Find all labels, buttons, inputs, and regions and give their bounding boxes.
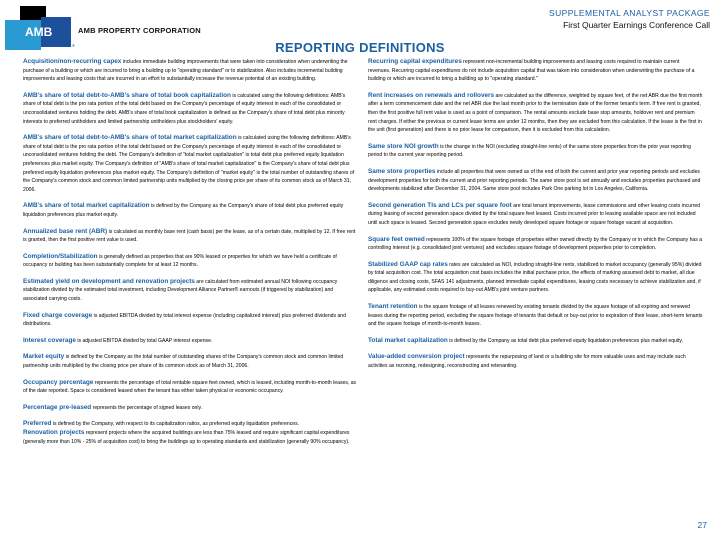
definition xyxy=(23,429,358,446)
definition xyxy=(368,353,703,370)
definition-term: Percentage pre-leased xyxy=(23,403,92,411)
definition-text: represent projects where the acquired buildings are less than 75% leased and require significant capital expenditures (generally more than 10% - 25% of acquisition cost) to bring the buildings up to operating standards and stabilization (generally 90% occupancy). xyxy=(23,430,350,445)
definition xyxy=(23,420,358,429)
definition-term: Fixed charge coverage xyxy=(23,311,93,319)
definition-text: is defined by the Company as the Company's share of total debt plus preferred equity liquidation preferences plus market equity. xyxy=(23,203,344,218)
definition-text: represent non-incremental building improvements and leasing costs required to maintain current revenues. Recurring capital expenditures do not include acquisition capital that was taken into consideration when underwriting the purchase of a building or which are incurred to bring a building up to "operating standard." xyxy=(368,59,695,83)
definition-text: is calculated using the following definitions: AMB's share of total debt is the pro rata portion of the total debt based on the Company's percentage of equity interest in each of the consolidated or unconsolidated ventures holding the debt. AMB's share of total book capitalization is defined as the Company's share of total debt plus minority interests to preferred unitholders and limited partnership unitholders plus stockholders' equity. xyxy=(23,92,346,125)
definition-text: are total tenant improvements, lease commissions and other leasing costs incurred during leasing of second generation space divided by the total square feet leased. Costs incurred prior to leasing available space are not included until such space is leased. Second generation space excludes newly developed square footage or square footage vacant at acquisition. xyxy=(368,202,701,226)
definition-text: is defined by the Company, with respect to its capitalization ratios, as preferred equity liquidation preferences. xyxy=(51,421,300,428)
definition-term: Estimated yield on development and renovation projects xyxy=(23,277,195,285)
definition xyxy=(23,404,358,413)
definition-text: is calculated as monthly base rent (cash basis) per the lease, as of a certain date, multiplied by 12. If free rent is granted, then the first positive rent value is used. xyxy=(23,228,356,244)
definition xyxy=(368,303,703,329)
definition-term: Square feet owned xyxy=(368,235,425,243)
definition-text: is adjusted EBITDA divided by total interest expense (including capitalized interest) plus preferred dividends and distributions. xyxy=(23,312,346,328)
definition-term: Recurring capital expenditures xyxy=(368,58,462,65)
definition xyxy=(368,337,703,346)
page-number: 27 xyxy=(697,520,707,530)
definition xyxy=(23,278,358,304)
definition-term: Total market capitalization xyxy=(368,336,448,344)
definition-text: is adjusted EBITDA divided by total GAAP interest expense. xyxy=(75,337,213,344)
definition-text: is the change in the NOI (excluding straight-line rents) of the same store properties from the prior year reporting period to the current year reporting period. xyxy=(368,143,691,159)
definition-text: include all properties that were owned as of the end of both the current and prior year reporting periods and excludes development properties for both the current and prior reporting periods. The same store pool is set annually and excludes properties purchased and developments stabilized after December 31, 2004. Same store pool includes Park One parking lot in Los Angeles, California. xyxy=(368,168,701,193)
definition-text: are calculated as the difference, weighted by square feet, of the net ABR due the first month after a term commencement date and the net ABR due the last month prior to the termination date of the former tenant's term. If free rent is granted, then the first positive full rent value is used as a point of comparison. The rental amounts exclude base stop amounts, holdover rent and premium rent charges. If either the previous or current lease terms are under 12 months, then they are excluded from this calculation. If the lease is the first in the unit (first generation) and there is no prior lease for comparison, then it is excluded from this calculation. xyxy=(368,92,703,134)
definition-term: Same store properties xyxy=(368,167,436,175)
definition-term: Annualized base rent (ABR) xyxy=(23,227,108,235)
page-title: REPORTING DEFINITIONS xyxy=(275,40,445,55)
definition-term: Market equity xyxy=(23,353,65,361)
definition xyxy=(23,228,358,245)
definition xyxy=(368,261,703,295)
right-definitions-column xyxy=(368,58,703,379)
package-subtitle: First Quarter Earnings Conference Call xyxy=(563,20,710,30)
definition xyxy=(23,353,358,370)
definition-term: AMB's share of total debt-to-AMB's share of total book capitalization xyxy=(23,91,231,99)
definition-term: Rent increases on renewals and rollovers xyxy=(368,91,495,99)
definition xyxy=(23,134,358,194)
definition xyxy=(368,168,703,194)
definition-text: is calculated using the following definitions: AMB's share of total debt is the pro rata portion of the total debt based on the Company's percentage of equity interest in each of the consolidated or unconsolidated ventures holding the debt. The Company's definition of "total market capitalization" is total debt plus preferred equity liquidation preferences plus market equity. The Company's definition of "AMB's share of total market capitalization" is the Company's share of total debt plus preferred equity liquidation preferences plus market equity. The Company's definition of "market equity" is the total number of outstanding shares of the Company's common stock and common limited partnership units multiplied by the closing price per share of its common stock as of March 31, 2006. xyxy=(23,135,355,193)
definition-term: Completion/Stabilization xyxy=(23,252,98,260)
definition xyxy=(23,92,358,126)
definition-term: Preferred xyxy=(23,420,52,428)
definition-term: Value-added conversion project xyxy=(368,353,465,361)
definition-text: is the square footage of all leases renewed by existing tenants divided by the square footage of all expiring and renewed leases during the reporting period, excluding the square footage of tenants that default or buy-out prior to expiration of their lease, short-term tenants and the square footage of month-to-month leases. xyxy=(368,304,703,328)
definition xyxy=(368,92,703,135)
definition-term: AMB's share of total market capitalization xyxy=(23,202,150,210)
package-title: SUPPLEMENTAL ANALYST PACKAGE xyxy=(549,8,710,18)
definition-text: represents the repurposing of land or a building site for more valuable uses and may include such activities as rezoning, redesigning, reconstructing and retenanting. xyxy=(368,354,686,370)
definition-text: are calculated from estimated annual NOI following occupancy stabilization divided by the estimated total investment, including Development Alliance Partner® earnouts (if triggered by stabilization) and associated carrying costs. xyxy=(23,278,338,303)
definition-term: Stabilized GAAP cap rates xyxy=(368,260,448,268)
definition-text: is defined by the Company as the total number of outstanding shares of the Company's common stock and common limited partnership units multiplied by the closing price per share of its common stock as of March 31, 2006. xyxy=(23,354,344,370)
definition xyxy=(368,143,703,160)
definition-text: represents the percentage of signed leases only. xyxy=(91,404,203,411)
definition xyxy=(23,202,358,219)
definition xyxy=(368,58,703,84)
definition-term: Renovation projects xyxy=(23,429,85,436)
company-name: AMB PROPERTY CORPORATION xyxy=(78,26,201,35)
package-header xyxy=(549,8,710,30)
definition-text: is defined by the Company as total debt plus preferred equity liquidation preferences plus market equity. xyxy=(447,337,683,344)
definition-text: represents the percentage of total rentable square feet owned, which is leased, including month-to-month leases, as of the date reported. Space is considered leased when the tenant has either taken physical or economic occupancy. xyxy=(23,379,357,395)
definition-text: represents 100% of the square footage of properties either owned directly by the Company or in which the Company has a controlling interest (e.g. consolidated joint ventures) and excludes square footage of development properties prior to completion. xyxy=(368,236,703,252)
definition-term: Acquisition/non-recurring capex xyxy=(23,58,122,65)
registered-mark: ® xyxy=(72,43,75,48)
definition-term: Interest coverage xyxy=(23,336,76,344)
definition xyxy=(23,58,358,84)
definition xyxy=(23,337,358,346)
definition xyxy=(368,236,703,253)
definition-term: Second generation TIs and LCs per square foot xyxy=(368,201,512,209)
definition xyxy=(23,253,358,270)
definition-text: includes immediate building improvements that were taken into consideration when underwriting the purchase of a building or which are incurred to bring a building up to "operating standard" or to stabilization. Also includes incremental building improvements and leasing costs that are incurred in an effort to substantially increase the revenue potential of an existing building. xyxy=(23,59,348,83)
logo-text: AMB xyxy=(25,25,53,39)
left-definitions-column xyxy=(23,58,358,454)
definition-text: rates are calculated as NOI, including straight-line rents, stabilized to market occupancy (generally 95%) divided by total acquisition cost. The total acquisition cost basis includes the initial purchase price, the effects of marking assumed debt to market, all due diligence and closing costs, SFAS 141 adjustments, planned immediate capital expenditures, leasing costs necessary to achieve stabilization and, if applicable, any estimated costs required to buy-out AMB's joint venture partners. xyxy=(368,261,702,294)
definition-text: is generally defined as properties that are 90% leased or properties for which we have held a certificate of occupancy or building has been substantially complete for at least 12 months. xyxy=(23,253,337,269)
definition-term: AMB's share of total debt-to-AMB's share of total market capitalization xyxy=(23,134,237,142)
definition-term: Tenant retention xyxy=(368,303,418,311)
definition xyxy=(368,202,703,228)
definition-term: Same store NOI growth xyxy=(368,142,439,150)
definition xyxy=(23,312,358,329)
definition xyxy=(23,379,358,396)
definition-term: Occupancy percentage xyxy=(23,378,94,386)
